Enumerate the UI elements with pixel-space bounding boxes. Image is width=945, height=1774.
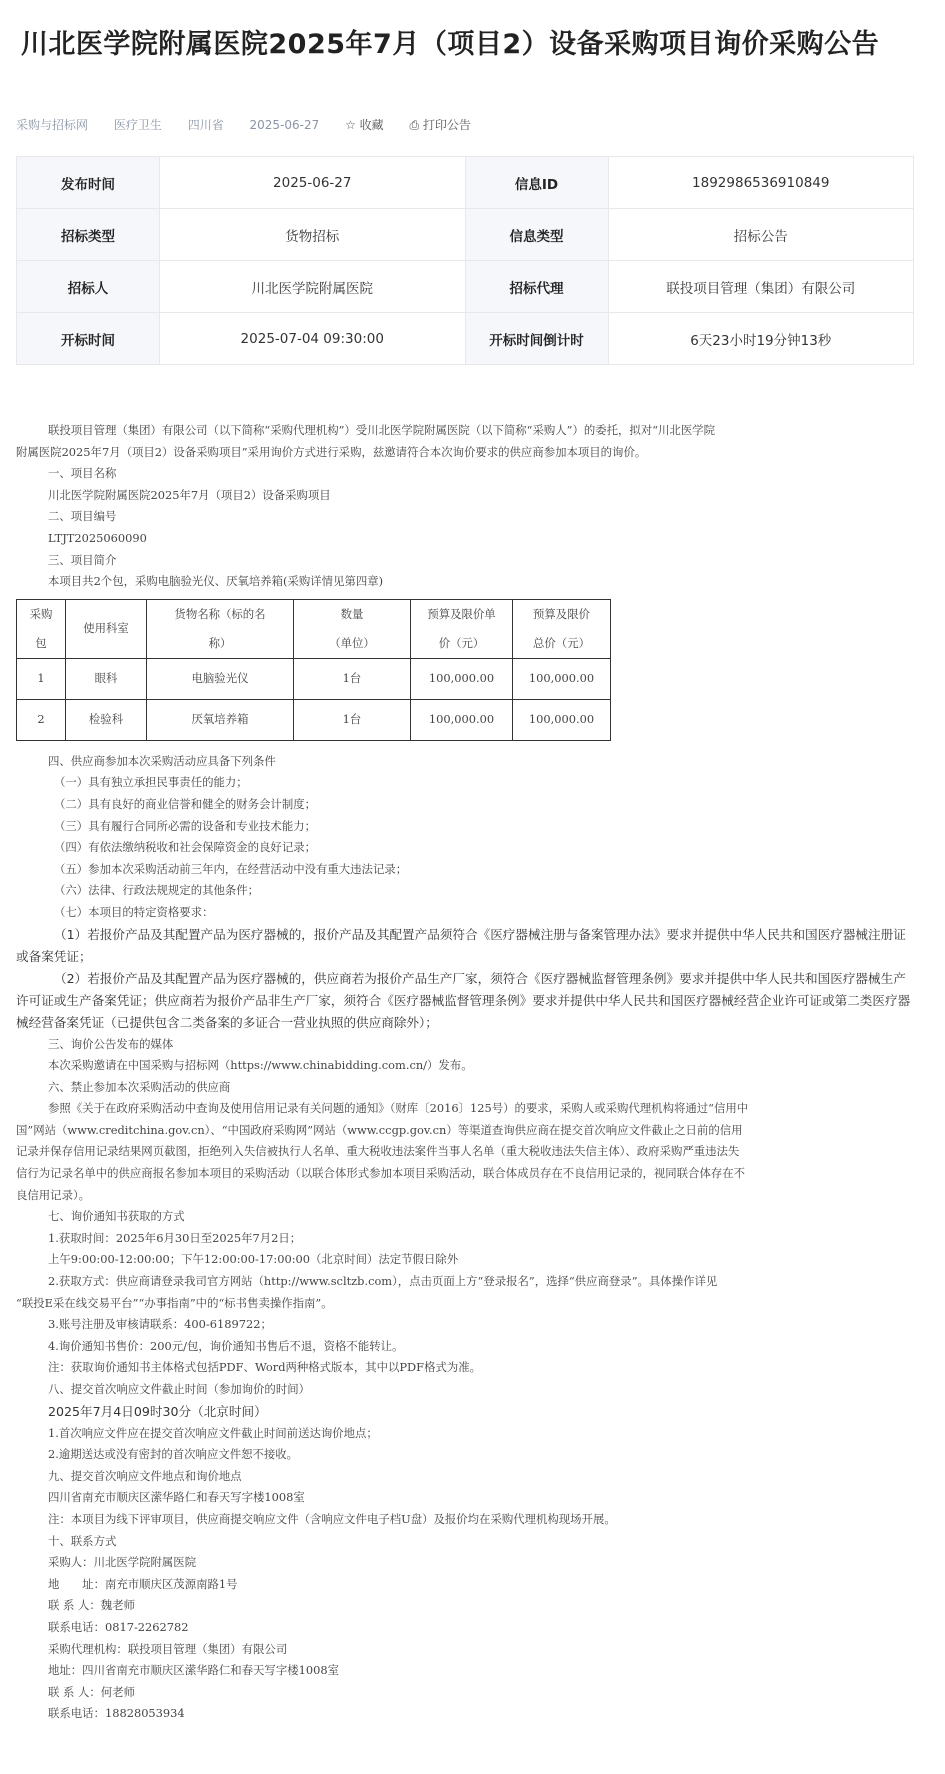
contact-line: 地 址：南充市顺庆区茂源南路1号: [48, 1576, 238, 1591]
section-heading: 一、项目名称: [48, 466, 117, 481]
info-key: 招标类型: [17, 209, 160, 261]
intro-line: 联投项目管理（集团）有限公司（以下简称“采购代理机构”）受川北医学院附属医院（以下简称“采购人”）的委托，拟对“川北医学院: [48, 423, 715, 437]
publish-date: 2025-06-27: [249, 118, 320, 132]
info-value: 2025-07-04 09:30:00: [160, 313, 466, 365]
info-key: 开标时间倒计时: [465, 313, 608, 365]
section-text: 国”网站（www.creditchina.gov.cn）、“中国政府采购网”网站（www.ccgp.gov.cn）等渠道查询供应商在提交首次响应文件截止之日前的信用: [16, 1122, 743, 1137]
region-tag[interactable]: 四川省: [187, 118, 224, 132]
page-title: 川北医学院附属医院2025年7月（项目2）设备采购项目询价采购公告: [20, 29, 880, 60]
section-text: 4.询价通知书售价：200元/包，询价通知书售后不退，资格不能转让。: [48, 1338, 404, 1353]
section-text: 2.获取方式：供应商请登录我司官方网站（http://www.scltzb.com），点击页面上方“登录报名”，选择“供应商登录”。具体操作详见: [48, 1274, 718, 1289]
favorite-button[interactable]: ☆ 收藏: [345, 118, 384, 132]
section-text: 良信用记录）。: [16, 1187, 91, 1202]
info-value: 1892986536910849: [608, 157, 914, 209]
section-text: 注：本项目为线下评审项目，供应商提交响应文件（含响应文件电子档U盘）及报价均在采购代理机构现场开展。: [48, 1511, 616, 1526]
section-heading: 三、询价公告发布的媒体: [48, 1036, 174, 1051]
requirement-detail: （1）若报价产品及其配置产品为医疗器械的，报价产品及其配置产品须符合《医疗器械注册与备案管理办法》要求并提供中华人民共和国医疗器械注册证或备案凭证；: [16, 926, 906, 964]
contact-line: 联系电话：0817-2262782: [48, 1619, 189, 1634]
info-value: 货物招标: [160, 209, 466, 261]
section-text: 信行为记录名单中的供应商报名参加本项目的采购活动（以联合体形式参加本项目采购活动，联合体成员存在不良信用记录的，视同联合体存在不: [16, 1166, 746, 1181]
info-key: 招标代理: [465, 261, 608, 313]
section-text: 1.首次响应文件应在提交首次响应文件截止时间前送达询价地点；: [48, 1425, 378, 1440]
section-text: 注：获取询价通知书主体格式包括PDF、Word两种格式版本，其中以PDF格式为准。: [48, 1360, 482, 1375]
deadline-text: 2025年7月4日09时30分（北京时间）: [48, 1403, 267, 1419]
requirement-item: （一）具有独立承担民事责任的能力；: [54, 775, 248, 790]
info-value: 6天23小时19分钟13秒: [608, 313, 914, 365]
info-key: 开标时间: [17, 313, 160, 365]
requirement-item: （六）法律、行政法规规定的其他条件；: [54, 883, 260, 898]
print-button[interactable]: ⎙ 打印公告: [409, 118, 471, 132]
contact-line: 联系电话：18828053934: [48, 1706, 185, 1721]
section-text: 1.获取时间：2025年6月30日至2025年7月2日；: [48, 1230, 302, 1245]
package-header-cell: 预算及限价单 价（元）: [411, 599, 513, 658]
requirement-item: （五）参加本次采购活动前三年内，在经营活动中没有重大违法记录；: [54, 861, 408, 876]
section-heading: 九、提交首次响应文件地点和询价地点: [48, 1468, 242, 1483]
section-text: 3.账号注册及审核请联系：400-6189722；: [48, 1317, 272, 1332]
requirement-item: （三）具有履行合同所必需的设备和专业技术能力；: [54, 818, 316, 833]
package-header-cell: 采购 包: [17, 599, 66, 658]
table-row: 1 眼科 电脑验光仪 1台 100,000.00 100,000.00: [17, 658, 611, 699]
section-text: 参照《关于在政府采购活动中查询及使用信用记录有关问题的通知》（财库〔2016〕125号）的要求，采购人或采购代理机构将通过“信用中: [48, 1101, 749, 1116]
section-heading: 十、联系方式: [48, 1533, 117, 1548]
contact-line: 采购人：川北医学院附属医院: [48, 1555, 197, 1570]
requirement-item: （二）具有良好的商业信誉和健全的财务会计制度；: [54, 796, 316, 811]
package-header-cell: 使用科室: [66, 599, 147, 658]
package-header-cell: 货物名称（标的名 称）: [147, 599, 294, 658]
section-heading: 七、询价通知书获取的方式: [48, 1209, 185, 1224]
industry-tag[interactable]: 医疗卫生: [113, 118, 162, 132]
info-row: [17, 209, 914, 261]
info-table: [16, 156, 914, 365]
section-text: 四川省南充市顺庆区潆华路仁和春天写字楼1008室: [48, 1490, 305, 1505]
contact-line: 联 系 人：何老师: [48, 1684, 135, 1699]
package-header-cell: 预算及限价 总价（元）: [513, 599, 611, 658]
info-key: 招标人: [17, 261, 160, 313]
site-link[interactable]: 采购与招标网: [16, 118, 89, 132]
section-heading: 六、禁止参加本次采购活动的供应商: [48, 1079, 231, 1094]
intro-line: 附属医院2025年7月（项目2）设备采购项目”采用询价方式进行采购，兹邀请符合本次询价要求的供应商参加本项目的询价。: [16, 444, 647, 459]
requirement-item: （四）有依法缴纳税收和社会保障资金的良好记录；: [54, 840, 316, 855]
contact-line: 联 系 人：魏老师: [48, 1598, 135, 1613]
info-value: 川北医学院附属医院: [160, 261, 466, 313]
info-value: 2025-06-27: [160, 157, 466, 209]
section-text: LTJT2025060090: [48, 530, 147, 545]
requirement-detail: （2）若报价产品及其配置产品为医疗器械的，供应商若为报价产品生产厂家，须符合《医疗器械监督管理条例》要求并提供中华人民共和国医疗器械生产许可证或生产备案凭证；供应商若为报价产品非生产厂家，须符合《医疗器械监督管理条例》要求并提供中华人民共和国医疗器械经营企业许可证或第二类医疗器械经营备案凭证（已提供包含二类备案的多证合一营业执照的供应商除外）；: [16, 970, 911, 1030]
section-heading: 二、项目编号: [48, 509, 117, 524]
info-row: [17, 261, 914, 313]
info-value: 联投项目管理（集团）有限公司: [608, 261, 914, 313]
section-heading: 八、提交首次响应文件截止时间（参加询价的时间）: [48, 1382, 310, 1396]
meta-bar: [16, 116, 493, 133]
announcement-body: [16, 420, 916, 1725]
section-heading: 三、项目简介: [48, 552, 117, 567]
info-row: [17, 313, 914, 365]
info-key: 信息ID: [465, 157, 608, 209]
contact-line: 地址：四川省南充市顺庆区潆华路仁和春天写字楼1008室: [48, 1663, 339, 1678]
contact-line: 采购代理机构：联投项目管理（集团）有限公司: [48, 1641, 288, 1656]
info-row: [17, 157, 914, 209]
section-text: 记录并保存信用记录结果网页截图，拒绝列入失信被执行人名单、重大税收违法案件当事人名单（重大税收违法失信主体）、政府采购严重违法失: [16, 1144, 740, 1159]
section-text: “联投E采在线交易平台”“办事指南”中的“标书售卖操作指南”。: [16, 1295, 333, 1310]
section-heading: 四、供应商参加本次采购活动应具备下列条件: [48, 753, 276, 768]
section-text: 上午9:00:00-12:00:00；下午12:00:00-17:00:00（北京时间）法定节假日除外: [48, 1252, 459, 1267]
table-row: 2 检验科 厌氧培养箱 1台 100,000.00 100,000.00: [17, 699, 611, 740]
package-table: [16, 599, 611, 741]
requirement-item: （七）本项目的特定资格要求：: [54, 904, 214, 919]
section-text: 川北医学院附属医院2025年7月（项目2）设备采购项目: [48, 487, 331, 502]
section-text: 本项目共2个包，采购电脑验光仪、厌氧培养箱(采购详情见第四章): [48, 574, 384, 589]
section-text: 本次采购邀请在中国采购与招标网（https://www.chinabidding.com.cn/）发布。: [48, 1058, 473, 1073]
section-text: 2.逾期送达或没有密封的首次响应文件恕不接收。: [48, 1447, 299, 1462]
package-header-row: [17, 599, 611, 658]
info-key: 信息类型: [465, 209, 608, 261]
info-value: 招标公告: [608, 209, 914, 261]
package-header-cell: 数量 （单位）: [294, 599, 411, 658]
info-key: 发布时间: [17, 157, 160, 209]
